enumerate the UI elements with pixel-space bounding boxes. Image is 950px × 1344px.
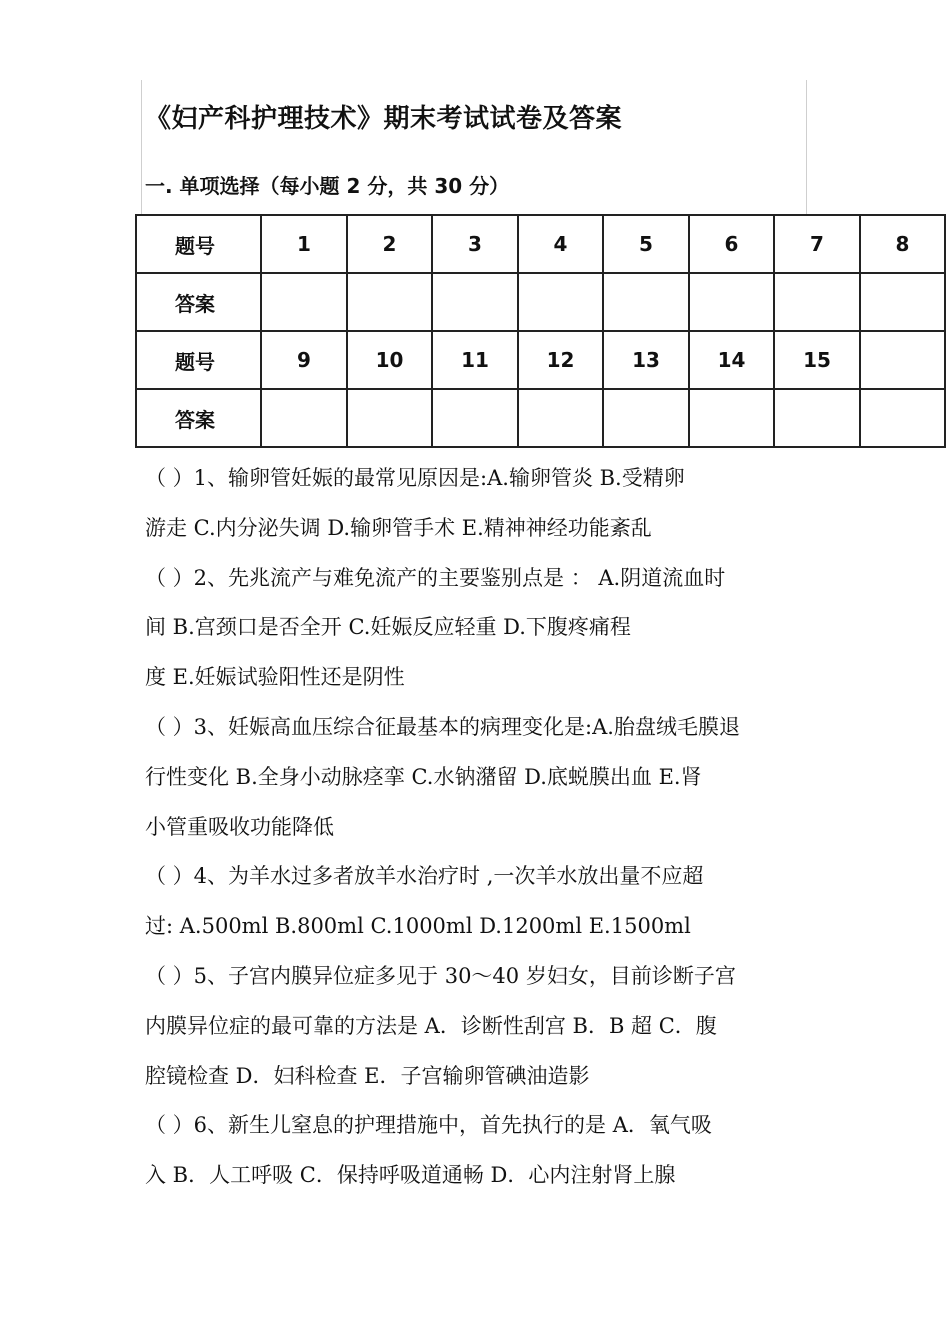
question-number-cell: 3: [432, 215, 518, 273]
question-number-cell: 9: [261, 331, 347, 389]
table-row: [136, 389, 945, 447]
question-number-cell: 11: [432, 331, 518, 389]
question-number-cell: 4: [518, 215, 603, 273]
answer-cell: [603, 273, 689, 331]
text-line: （ ）2、先兆流产与难免流产的主要鉴别点是 ： A.阴道流血时: [145, 565, 726, 590]
question-number-cell: [860, 331, 945, 389]
answer-cell: [432, 273, 518, 331]
answer-cell: [261, 273, 347, 331]
answer-cell: [774, 389, 860, 447]
question-number-cell: 1: [261, 215, 347, 273]
margin-line-right: [806, 80, 807, 215]
question-number-cell: 5: [603, 215, 689, 273]
answer-label: 答案: [136, 389, 261, 447]
table-row: [136, 215, 945, 273]
question-number-cell: 2: [347, 215, 432, 273]
question-number-cell: 14: [689, 331, 774, 389]
text-line: （ ）5、子宫内膜异位症多见于 30～40 岁妇女，目前诊断子宫: [145, 963, 736, 988]
answer-cell: [518, 273, 603, 331]
question-number-cell: 10: [347, 331, 432, 389]
answer-cell: [518, 389, 603, 447]
answer-cell: [860, 273, 945, 331]
answer-cell: [774, 273, 860, 331]
text-line: 行性变化 B.全身小动脉痉挛 C.水钠潴留 D.底蜕膜出血 E.肾: [145, 764, 702, 789]
section-heading: 一. 单项选择（每小题 2 分，共 30 分）: [145, 174, 510, 198]
text-line: （ ）3、妊娠高血压综合征最基本的病理变化是:A.胎盘绒毛膜退: [145, 714, 740, 739]
text-line: 内膜异位症的最可靠的方法是 A．诊断性刮宫 B．B 超 C．腹: [145, 1013, 717, 1038]
text-line: 小管重吸收功能降低: [145, 814, 334, 839]
text-line: 度 E.妊娠试验阳性还是阴性: [145, 665, 405, 690]
question-number-cell: 15: [774, 331, 860, 389]
answer-cell: [261, 389, 347, 447]
question-number-cell: 6: [689, 215, 774, 273]
question-number-label: 题号: [136, 215, 261, 273]
question-body: [145, 454, 810, 1201]
text-line: （ ）1、输卵管妊娠的最常见原因是:A.输卵管炎 B.受精卵: [145, 466, 685, 490]
text-line: （ ）4、为羊水过多者放羊水治疗时 ,一次羊水放出量不应超: [145, 864, 704, 889]
text-line: 游走 C.内分泌失调 D.输卵管手术 E.精神神经功能紊乱: [145, 515, 652, 540]
table-row: [136, 273, 945, 331]
margin-line-left: [141, 80, 142, 215]
table-row: [136, 331, 945, 389]
answer-cell: [347, 273, 432, 331]
question-number-cell: 13: [603, 331, 689, 389]
answer-cell: [689, 273, 774, 331]
answer-cell: [689, 389, 774, 447]
answer-cell: [860, 389, 945, 447]
text-line: 过: A.500ml B.800ml C.1000ml D.1200ml E.1500ml: [145, 914, 691, 939]
text-line: 入 B．人工呼吸 C．保持呼吸道通畅 D．心内注射肾上腺: [145, 1163, 676, 1188]
text-line: 间 B.宫颈口是否全开 C.妊娠反应轻重 D.下腹疼痛程: [145, 615, 631, 640]
answer-label: 答案: [136, 273, 261, 331]
question-number-cell: 12: [518, 331, 603, 389]
question-number-cell: 7: [774, 215, 860, 273]
question-number-cell: 8: [860, 215, 945, 273]
answer-cell: [432, 389, 518, 447]
question-number-label: 题号: [136, 331, 261, 389]
document-title: 《妇产科护理技术》期末考试试卷及答案: [145, 104, 623, 134]
answer-cell: [603, 389, 689, 447]
answer-cell: [347, 389, 432, 447]
answer-table: [135, 214, 946, 448]
text-line: 腔镜检查 D．妇科检查 E．子宫输卵管碘油造影: [145, 1063, 590, 1088]
text-line: （ ）6、新生儿窒息的护理措施中，首先执行的是 A．氧气吸: [145, 1113, 712, 1138]
